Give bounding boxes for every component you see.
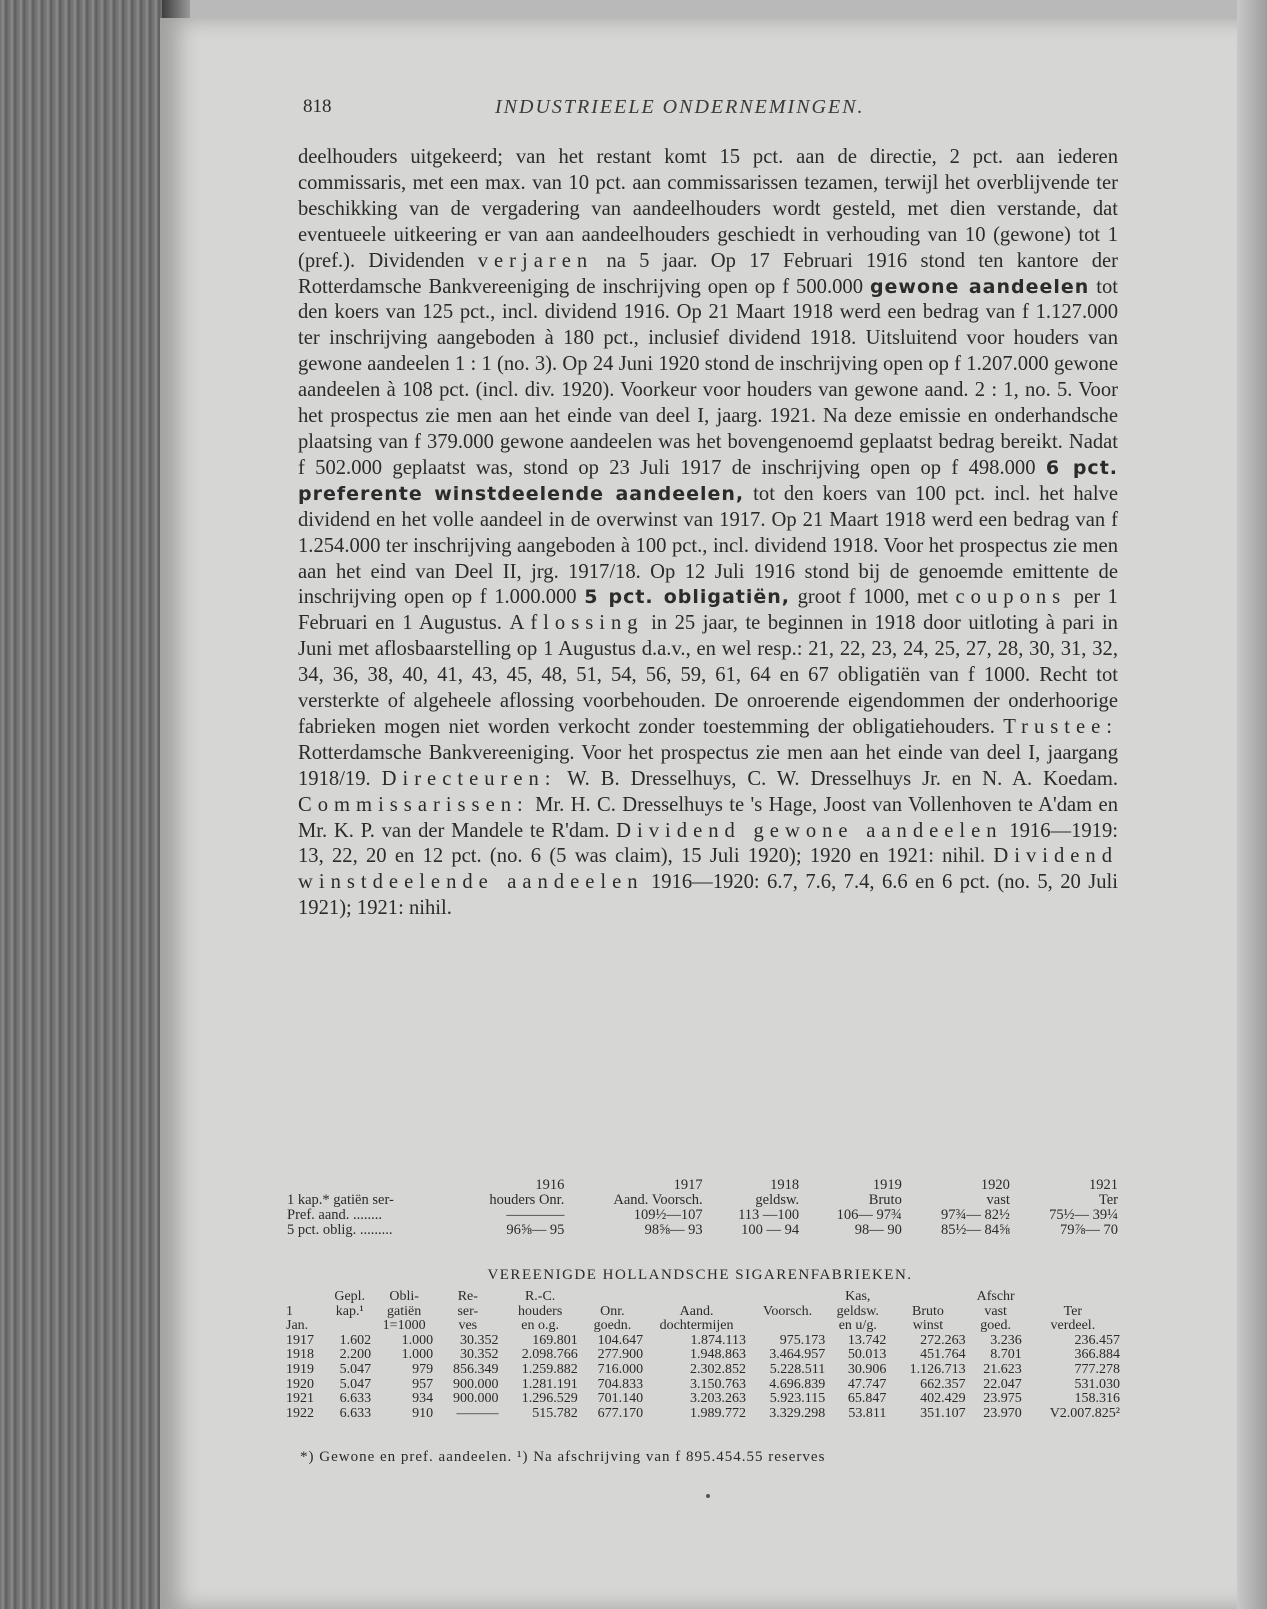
bold-term: gewone aandeelen [869, 275, 1090, 298]
column-header [1024, 1290, 1122, 1305]
column-header: Aand. [679, 1303, 714, 1319]
year-header: 1920 [980, 1177, 1010, 1193]
column-header: dochtermijen [659, 1318, 734, 1334]
company-table [284, 1290, 1122, 1421]
table-cell: 13.742 [847, 1332, 887, 1348]
column-header: winst [912, 1318, 944, 1334]
table-cell: 1.948.863 [689, 1347, 746, 1363]
column-header [326, 1319, 373, 1334]
table-cell: V2.007.825² [1049, 1405, 1120, 1421]
column-header: en o.g. [521, 1318, 559, 1334]
table-cell: 777.278 [1074, 1361, 1120, 1377]
table-cell: 1918 [286, 1347, 314, 1363]
company-table-head [284, 1290, 1122, 1334]
table-cell: 1.126.713 [909, 1361, 966, 1377]
table-cell: 515.782 [532, 1405, 578, 1421]
table-row [284, 1378, 1122, 1393]
table-cell: 662.357 [920, 1376, 966, 1392]
year-header: 1918 [770, 1177, 800, 1193]
table-cell: 272.263 [920, 1332, 966, 1348]
spaced-term: Dividend winstdeelende aandeelen [298, 845, 1119, 894]
text-segment: groot f 1000, met [797, 586, 948, 609]
column-header: 1 [286, 1303, 293, 1319]
table-cell: 3.203.263 [689, 1391, 746, 1407]
table-cell: 1917 [286, 1332, 314, 1348]
column-header: ves [458, 1318, 478, 1334]
table-cell: 1.296.529 [521, 1391, 578, 1407]
table-cell: 1.874.113 [690, 1332, 746, 1348]
column-header: geldsw. [836, 1303, 879, 1319]
table-cell: 1921 [286, 1391, 314, 1407]
text-segment: Mr. H. C. Dresselhuys te 's Hage, Joost van Vollenhoven te A'dam en Mr. K. P. van der Mandele te R'dam. [298, 793, 1118, 842]
table-cell: 2.302.852 [689, 1361, 746, 1377]
table-cell: 30.352 [459, 1347, 499, 1363]
table-cell: 50.013 [847, 1347, 887, 1363]
table-cell: 236.457 [1074, 1332, 1120, 1348]
table-cell: 1.259.882 [521, 1361, 578, 1377]
page-number: 818 [303, 96, 332, 117]
table-cell: 30.906 [847, 1361, 887, 1377]
column-header: Bruto [912, 1303, 944, 1319]
table-cell: 531.030 [1074, 1376, 1120, 1392]
table-row [284, 1348, 1122, 1363]
bold-term: 6 pct. preferente winstdeelende aandeelen, [298, 456, 1118, 505]
table-cell: 856.349 [452, 1361, 499, 1377]
spaced-term: Trustee: [1003, 715, 1118, 738]
column-header [645, 1290, 748, 1305]
year-header: 1917 [673, 1177, 703, 1193]
year-header: 1919 [872, 1177, 902, 1193]
table-cell: 65.847 [847, 1391, 887, 1407]
column-header [580, 1290, 645, 1305]
table-cell: 1.000 [401, 1332, 434, 1348]
table-cell: 104.647 [597, 1332, 644, 1348]
column-header: Gepl. [334, 1289, 366, 1304]
table-cell: 701.140 [597, 1391, 644, 1407]
column-header: goedn. [593, 1318, 632, 1334]
table-cell: 3.150.763 [689, 1376, 746, 1392]
text-segment: tot den koers van 100 pct. incl. het halve dividend en het volle aandeel in de overwinst van 1917. Op 21 Maart 1918 werd een bedrag van f 1.254.000 ter inschrijving aangeboden à 100 pct., incl. dividend 1918. Voor het prospectus zie men aan het eind van Deel II, jrg. 1917/18. Op 12 Juli 1916 stond bij de genoemde emittente de inschrijving open op f 1.000.000 [298, 482, 1118, 609]
table-cell: 53.811 [848, 1405, 887, 1421]
table-cell: 716.000 [597, 1361, 644, 1377]
text-segment: in 25 jaar, te beginnen in 1918 door uitloting à pari in Juni met aflosbaarstelling op 1 Augustus d.a.v., en wel resp.: 21, 22, 23, 24, 25, 27, 28, 30, 31, 32, 34, 36, 38, 40, 41, 43, 45, 48, 51, 54, 56, 59, 61, 64 en 67 obligatiën van f 1000. Recht tot versterkte of algeheele aflossing voorbehouden. De onroerende eigendommen der onderhoorige fabrieken mogen niet worden verkocht zonder toestemming der obligatiehouders. [298, 612, 1118, 738]
table-cell: 277.900 [597, 1347, 644, 1363]
table-cell: 975.173 [779, 1332, 826, 1348]
spaced-term: verjaren [477, 249, 594, 272]
table-cell: 979 [412, 1361, 434, 1377]
table-cell: 934 [412, 1391, 434, 1407]
text-segment: tot den koers van 125 pct., incl. dividend 1916. Op 21 Maart 1918 werd een bedrag van f 1.127.000 ter inschrijving aangeboden à 180 pct., inclusief dividend 1918. Uitsluitend voor houders van gewone aandeelen 1 : 1 (no. 3). Op 24 Juni 1920 stond de inschrijving open op f 1.207.000 gewone aandeelen à 108 pct. (incl. div. 1920). Voorkeur voor houders van gewone aand. 2 : 1, no. 5. Voor het prospectus zie men aan het einde van deel I, jaarg. 1921. Na deze emissie en onderhandsche plaatsing van f 379.000 gewone aandeelen was het bovengenoemd geplaatst bedrag bereikt. Nadat f 502.000 geplaatst was, stond op 23 Juli 1917 de inschrijving open op f 498.000 [298, 275, 1118, 479]
table-cell: 23.970 [983, 1405, 1022, 1421]
table-cell: 1922 [286, 1405, 314, 1421]
text-segment: 1916—1920: 6.7, 7.6, 7.4, 6.6 en 6 pct. (no. 5, 20 Juli 1921); 1921: nihil. [298, 871, 1118, 920]
table-cell: 351.107 [920, 1405, 966, 1421]
table-cell: 1920 [286, 1376, 314, 1392]
text-segment: f 500.000 [782, 275, 863, 298]
table-cell: 1919 [286, 1361, 314, 1377]
table-cell: 677.170 [597, 1405, 644, 1421]
table-cell: 22.047 [983, 1376, 1022, 1392]
table-row: Pref. aand. ........ ———— 109½—107 113 —100 106— 97¾ 97¾— 82½ 75½— 39¼ [287, 1207, 1118, 1223]
table-cell: 1.000 [401, 1347, 434, 1363]
table-cell: 6.633 [339, 1391, 372, 1407]
table-cell: 3.236 [990, 1332, 1022, 1348]
table-cell: ——— [456, 1405, 499, 1421]
header-row [284, 1290, 1122, 1305]
column-header: 1=1000 [382, 1318, 426, 1334]
column-header: verdeel. [1050, 1318, 1096, 1334]
body-paragraph [298, 145, 1118, 922]
table-cell: 21.623 [983, 1361, 1022, 1377]
text-segment: na 5 jaar. Op 17 Februari 1916 stond ten kantore der Rotterdamsche Bankvereeniging de inschrijving open op [298, 249, 1119, 298]
column-header: Afschr [976, 1289, 1015, 1304]
spaced-term: Directeuren: [381, 767, 557, 790]
table-cell: 47.747 [847, 1376, 887, 1392]
table-cell: 910 [412, 1405, 434, 1421]
column-header: gatiën [387, 1303, 422, 1319]
table-cell: 5.047 [339, 1361, 372, 1377]
table-cell: 30.352 [459, 1332, 499, 1348]
text-segment: W. B. Dresselhuys, C. W. Dresselhuys Jr. en N. A. Koedam. [567, 767, 1118, 790]
column-header: en u/g. [838, 1318, 877, 1334]
table-cell: 5.923.115 [769, 1391, 826, 1407]
column-header: R.-C. [524, 1289, 556, 1304]
spaced-term: coupons [955, 586, 1067, 609]
page-header [303, 96, 963, 126]
table-cell: 900.000 [452, 1376, 499, 1392]
table-cell: 158.316 [1074, 1391, 1120, 1407]
text-segment: 1916—1919: 13, 22, 20 en 12 pct. (no. 6 (5 was claim), 15 Juli 1920); 1920 en 1921: nihil. [298, 819, 1118, 868]
table-cell: 2.200 [339, 1347, 372, 1363]
table-cell: 402.429 [920, 1391, 966, 1407]
bold-term: 5 pct. obligatiën, [584, 586, 791, 609]
column-header: kap.¹ [335, 1303, 364, 1319]
table-cell: 366.884 [1074, 1347, 1120, 1363]
right-page-shadow [1237, 0, 1267, 1609]
table-cell: 3.464.957 [769, 1347, 826, 1363]
column-header [888, 1290, 967, 1305]
koers-overlap-row: 1 kap.* gatiën ser- houders Onr. Aand. Voorsch. geldsw. Bruto vast Ter [287, 1192, 1118, 1208]
footnote: *) Gewone en pref. aandeelen. ¹) Na afschrijving van f 895.454.55 reserves [300, 1449, 826, 1465]
table-cell: 4.696.839 [769, 1376, 826, 1392]
table-cell: 8.701 [990, 1347, 1022, 1363]
table-row [284, 1392, 1122, 1407]
column-header: Voorsch. [763, 1303, 813, 1319]
year-header: 1921 [1089, 1177, 1118, 1193]
table-cell: 23.975 [983, 1391, 1022, 1407]
ink-dot [706, 1494, 710, 1498]
table-cell: 5.047 [339, 1376, 372, 1392]
spaced-term: Dividend gewone aandeelen [616, 819, 1003, 842]
column-header: Ter [1063, 1303, 1083, 1319]
column-header: Onr. [600, 1303, 625, 1319]
running-title: INDUSTRIEELE ONDERNEMINGEN. [495, 96, 865, 118]
company-table-body [284, 1334, 1122, 1422]
koers-table [285, 1178, 1120, 1238]
text-segment: deelhouders uitgekeerd; van het restant komt 15 pct. aan de directie, 2 pct. aan iederen commissaris, met een max. van 10 pct. aan commissarissen tezamen, terwijl het overblijvende ter beschikking van de vergadering van aandeelhouders wordt gesteld, met dien verstande, dat eventueele uitkeering er van aan aandeelhouders geschiedt in verhouding van 10 (gewone) tot 1 (pref.). Dividenden [298, 146, 1118, 272]
table-cell: 1.989.772 [689, 1405, 746, 1421]
table-row [284, 1363, 1122, 1378]
column-header: vast [984, 1303, 1007, 1319]
text-segment: Rotterdamsche Bankvereeniging. Voor het prospectus zie men aan het einde van deel I, jaargang 1918/19. [298, 741, 1118, 790]
table-cell: 2.098.766 [521, 1347, 578, 1363]
column-header [284, 1290, 326, 1305]
header-row [284, 1305, 1122, 1320]
column-header [748, 1319, 827, 1334]
table-cell: 900.000 [452, 1391, 499, 1407]
column-header: Obli- [389, 1289, 419, 1304]
column-header: Kas, [845, 1289, 871, 1304]
text-segment: per 1 Februari en 1 Augustus. [298, 586, 1118, 635]
column-header: Jan. [286, 1318, 309, 1334]
table-cell: 1.281.191 [521, 1376, 578, 1392]
table-cell: 3.329.298 [769, 1405, 826, 1421]
column-header: ser- [457, 1303, 479, 1319]
year-header: 1916 [535, 1177, 565, 1193]
column-header: Re- [457, 1289, 478, 1304]
column-header: houders [517, 1303, 563, 1319]
table-cell: 451.764 [920, 1347, 966, 1363]
koers-years-row [285, 1178, 1120, 1193]
table-cell: 1.602 [339, 1332, 372, 1348]
table-cell: 957 [412, 1376, 434, 1392]
table-cell: 5.228.511 [769, 1361, 826, 1377]
table-cell: 704.833 [597, 1376, 644, 1392]
table-row: 5 pct. oblig. ......... 96⅝— 95 98⅝— 93 100 — 94 98— 90 85½— 84⅝ 79⅞— 70 [287, 1222, 1118, 1238]
spaced-term: Aflossing [509, 612, 644, 635]
table-cell: 169.801 [532, 1332, 578, 1348]
table-row [284, 1334, 1122, 1349]
table-row [284, 1407, 1122, 1422]
header-row [284, 1319, 1122, 1334]
column-header [748, 1290, 827, 1305]
spaced-term: Commissarissen: [298, 793, 529, 816]
company-title: VEREENIGDE HOLLANDSCHE SIGARENFABRIEKEN. [487, 1267, 913, 1283]
column-header: goed. [980, 1318, 1011, 1334]
table-cell: 6.633 [339, 1405, 372, 1421]
